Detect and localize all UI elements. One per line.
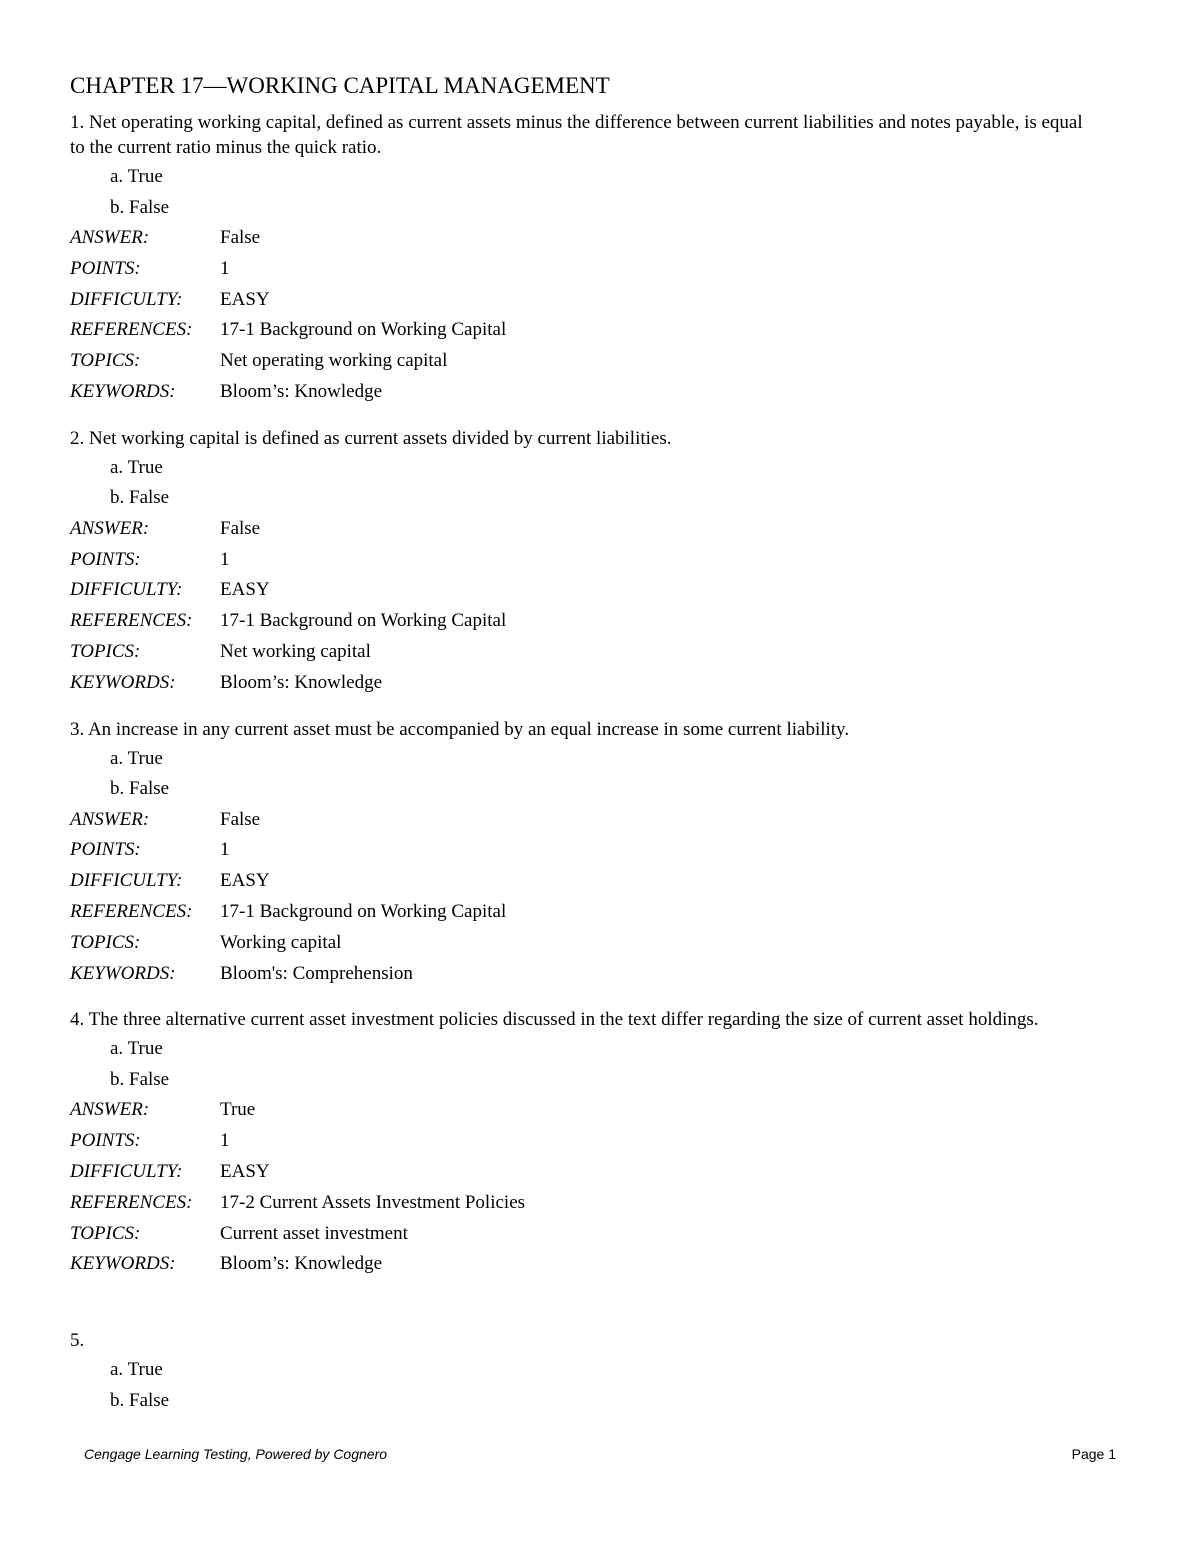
topics-value: Working capital <box>220 931 342 953</box>
topics-value: Current asset investment <box>220 1222 408 1244</box>
answer-row <box>70 1095 1100 1126</box>
keywords-value: Bloom’s: Knowledge <box>220 671 383 693</box>
question-stem: 4. The three alternative current asset investment policies discussed in the text differ regarding the size of current asset holdings. <box>70 1009 1039 1031</box>
difficulty-value: EASY <box>220 870 270 892</box>
topics-row <box>70 637 1100 668</box>
question-1 <box>70 110 1100 408</box>
references-value: 17-2 Current Assets Investment Policies <box>220 1191 526 1213</box>
difficulty-row <box>70 575 1100 606</box>
points-row <box>70 835 1100 866</box>
question-5 <box>70 1298 1100 1416</box>
answer-value: False <box>220 808 261 830</box>
question-2 <box>70 426 1100 699</box>
points-value: 1 <box>220 257 230 279</box>
references-row <box>70 315 1100 346</box>
option-false: b. False <box>110 1389 170 1411</box>
answer-label: ANSWER: <box>70 808 150 830</box>
references-label: REFERENCES: <box>70 1191 193 1213</box>
points-value: 1 <box>220 548 230 570</box>
page-footer <box>84 1446 1116 1462</box>
answer-label: ANSWER: <box>70 1099 150 1121</box>
topics-label: TOPICS: <box>70 350 141 372</box>
points-label: POINTS: <box>70 839 141 861</box>
topics-row <box>70 928 1100 959</box>
answer-row <box>70 223 1100 254</box>
spacer <box>70 1298 1100 1328</box>
references-row <box>70 1188 1100 1219</box>
option-true: a. True <box>110 166 163 187</box>
answer-label: ANSWER: <box>70 227 150 248</box>
answer-row <box>70 805 1100 836</box>
topics-row <box>70 346 1100 377</box>
references-row <box>70 606 1100 637</box>
points-value: 1 <box>220 1130 230 1152</box>
option-true: a. True <box>110 1359 163 1381</box>
references-label: REFERENCES: <box>70 319 193 341</box>
difficulty-row <box>70 285 1100 316</box>
keywords-label: KEYWORDS: <box>70 380 176 402</box>
option-true: a. True <box>110 1038 163 1060</box>
answer-label: ANSWER: <box>70 517 150 539</box>
difficulty-label: DIFFICULTY: <box>70 288 183 310</box>
points-value: 1 <box>220 839 230 861</box>
question-stem: 1. Net operating working capital, defined as current assets minus the difference between current liabilities and notes payable, is equal to the current ratio minus the quick ratio. <box>70 112 1083 158</box>
topics-row <box>70 1219 1100 1250</box>
points-row <box>70 1126 1100 1157</box>
footer-publisher: Cengage Learning Testing, Powered by Cognero <box>84 1446 388 1462</box>
document-page <box>70 68 1100 1434</box>
keywords-label: KEYWORDS: <box>70 962 176 984</box>
option-false: b. False <box>110 1068 170 1090</box>
references-row <box>70 897 1100 928</box>
points-label: POINTS: <box>70 548 141 570</box>
keywords-label: KEYWORDS: <box>70 1253 176 1275</box>
answer-row <box>70 514 1100 545</box>
option-false: b. False <box>110 778 170 800</box>
option-false: b. False <box>110 487 170 509</box>
topics-value: Net working capital <box>220 640 371 662</box>
difficulty-row <box>70 1157 1100 1188</box>
answer-value: False <box>220 517 261 539</box>
points-row <box>70 545 1100 576</box>
difficulty-row <box>70 866 1100 897</box>
topics-value: Net operating working capital <box>220 350 448 372</box>
topics-label: TOPICS: <box>70 1222 141 1244</box>
difficulty-value: EASY <box>220 288 270 310</box>
question-stem: 3. An increase in any current asset must be accompanied by an equal increase in some current liability. <box>70 718 850 740</box>
keywords-value: Bloom's: Comprehension <box>220 962 413 984</box>
option-true: a. True <box>110 456 163 478</box>
difficulty-value: EASY <box>220 1160 270 1182</box>
answer-value: True <box>220 1099 256 1121</box>
option-false: b. False <box>110 196 170 218</box>
topics-label: TOPICS: <box>70 931 141 953</box>
difficulty-value: EASY <box>220 579 270 601</box>
keywords-value: Bloom’s: Knowledge <box>220 1253 383 1275</box>
points-label: POINTS: <box>70 257 141 279</box>
references-label: REFERENCES: <box>70 900 193 922</box>
points-row <box>70 254 1100 285</box>
question-stem: 2. Net working capital is defined as current assets divided by current liabilities. <box>70 427 672 449</box>
question-3 <box>70 717 1100 990</box>
option-true: a. True <box>110 747 163 769</box>
keywords-row <box>70 1249 1100 1280</box>
question-stem: 5. <box>70 1330 85 1352</box>
points-label: POINTS: <box>70 1130 141 1152</box>
keywords-row <box>70 377 1100 408</box>
topics-label: TOPICS: <box>70 640 141 662</box>
footer-page-number: Page 1 <box>1071 1446 1116 1462</box>
keywords-row <box>70 668 1100 699</box>
keywords-row <box>70 959 1100 990</box>
chapter-title: CHAPTER 17—WORKING CAPITAL MANAGEMENT <box>70 73 610 98</box>
difficulty-label: DIFFICULTY: <box>70 1160 183 1182</box>
keywords-value: Bloom’s: Knowledge <box>220 380 383 402</box>
keywords-label: KEYWORDS: <box>70 671 176 693</box>
answer-value: False <box>220 227 261 248</box>
difficulty-label: DIFFICULTY: <box>70 870 183 892</box>
references-value: 17-1 Background on Working Capital <box>220 900 507 922</box>
difficulty-label: DIFFICULTY: <box>70 579 183 601</box>
question-4 <box>70 1007 1100 1280</box>
references-value: 17-1 Background on Working Capital <box>220 610 507 632</box>
references-label: REFERENCES: <box>70 610 193 632</box>
references-value: 17-1 Background on Working Capital <box>220 319 507 341</box>
